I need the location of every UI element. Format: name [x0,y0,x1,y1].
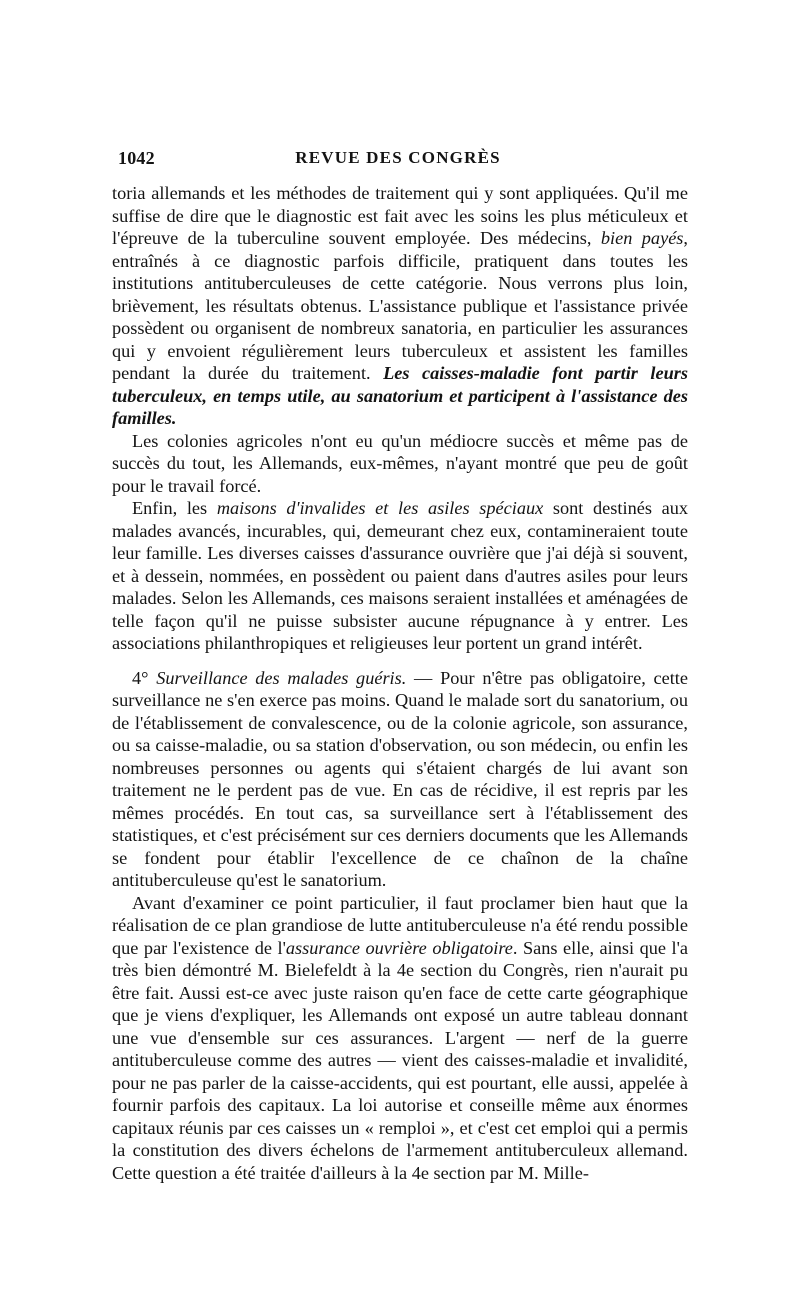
italic-phrase: maisons d'invalides et les asiles spéciaux [216,498,544,518]
italic-sentence: Les caisses-maladie font partir leurs tuberculeux, en temps utile, au sanatorium et participent à l'assistance des familles. [112,363,688,428]
page-number: 1042 [118,148,155,168]
paragraph-text: Avant d'examiner ce point particulier, il faut proclamer bien haut que la réalisation de ce plan grandiose de lutte antituberculeuse n'a été rendu possible que par l'existence de l' [112,892,688,958]
section-heading: Surveillance des malades guéris. [156,667,407,688]
paragraph-text: Enfin, les [132,498,217,518]
paragraph-text: toria allemands et les méthodes de traitement qui y sont appliquées. Qu'il me suffise de dire que le diagnostic est fait avec les soins les plus méticuleux et l'épreuve de la tuberculine souvent employée. Des médecins, [112,183,688,248]
section-number: 4° [132,667,157,688]
paragraph-text: sont destinés aux malades avancés, incurables, qui, demeurant chez eux, contamineraient toute leur famille. Les diverses caisses d'assurance ouvrière que j'ai déjà si souvent, et à dessein, nommées, en possèdent ou paient dans d'autres asiles pour leurs malades. Selon les Allemands, ces maisons seraient installées et aménagées de telle façon qu'il ne puisse subsister aucune répugnance à y entrer. Les associations philanthropiques et religieuses leur portent un grand intérêt. [112,498,688,653]
paragraph-colonies [112,430,688,498]
running-header [112,148,684,172]
body-text [112,182,688,1184]
paragraph-sanatoria [112,182,688,430]
italic-phrase: bien payés [600,228,684,248]
paragraph-surveillance [112,667,688,892]
running-title: REVUE DES CONGRÈS [295,148,501,167]
paragraph-text: Les colonies agricoles n'ont eu qu'un médiocre succès et même pas de succès du tout, les Allemands, eux-mêmes, n'ayant montré que peu de goût pour le travail forcé. [112,430,688,496]
paragraph-text: . Sans elle, ainsi que l'a très bien démontré M. Bielefeldt à la 4e section du Congrès, rien n'aurait pu être fait. Aussi est-ce avec juste raison qu'en face de cette carte géographique que je viens d'expliquer, les Allemands ont exposé un autre tableau donnant une vue d'ensemble sur ces assurances. L'argent — nerf de la guerre antituberculeuse comme des autres — vient des caisses-maladie et invalidité, pour ne pas parler de la caisse-accidents, qui est pourtant, elle aussi, appelée à fournir parfois des capitaux. La loi autorise et conseille même aux énormes capitaux réunis par ces caisses un « remploi », et c'est cet emploi qui a permis la constitution des divers échelons de l'armement antituberculeux allemand. Cette question a été traitée d'ailleurs à la 4e section par M. Mille- [112,937,689,1183]
paragraph-text: — Pour n'être pas obligatoire, cette surveillance ne s'en exerce pas moins. Quand le malade sort du sanatorium, ou de l'établissement de convalescence, ou de la colonie agricole, son assurance, ou sa caisse-maladie, ou sa station d'observation, ou son médecin, ou enfin les nombreuses personnes ou agents qui s'étaient chargés de lui avant son traitement ne le perdent pas de vue. En cas de récidive, il est repris par les mêmes procédés. En tout cas, sa surveillance sert à l'établissement des statistiques, et c'est précisément sur ces derniers documents que les Allemands se fondent pour établir l'excellence de ce chaînon de la chaîne antituberculeuse qu'est le sanatorium. [112,667,688,890]
paragraph-text: , entraînés à ce diagnostic parfois difficile, pratiquent dans toutes les institutions antituberculeuses de cette catégorie. Nous verrons plus loin, brièvement, les résultats obtenus. L'assistance publique et l'assistance privée possèdent ou organisent de nombreux sanatoria, en particulier les assurances qui y envoient régulièrement leurs tuberculeux et assistent les familles pendant la durée du traitement. [112,228,688,383]
paragraph-assurance [112,892,688,1185]
paragraph-maisons [112,497,688,655]
italic-phrase: assurance ouvrière obligatoire [285,937,513,958]
